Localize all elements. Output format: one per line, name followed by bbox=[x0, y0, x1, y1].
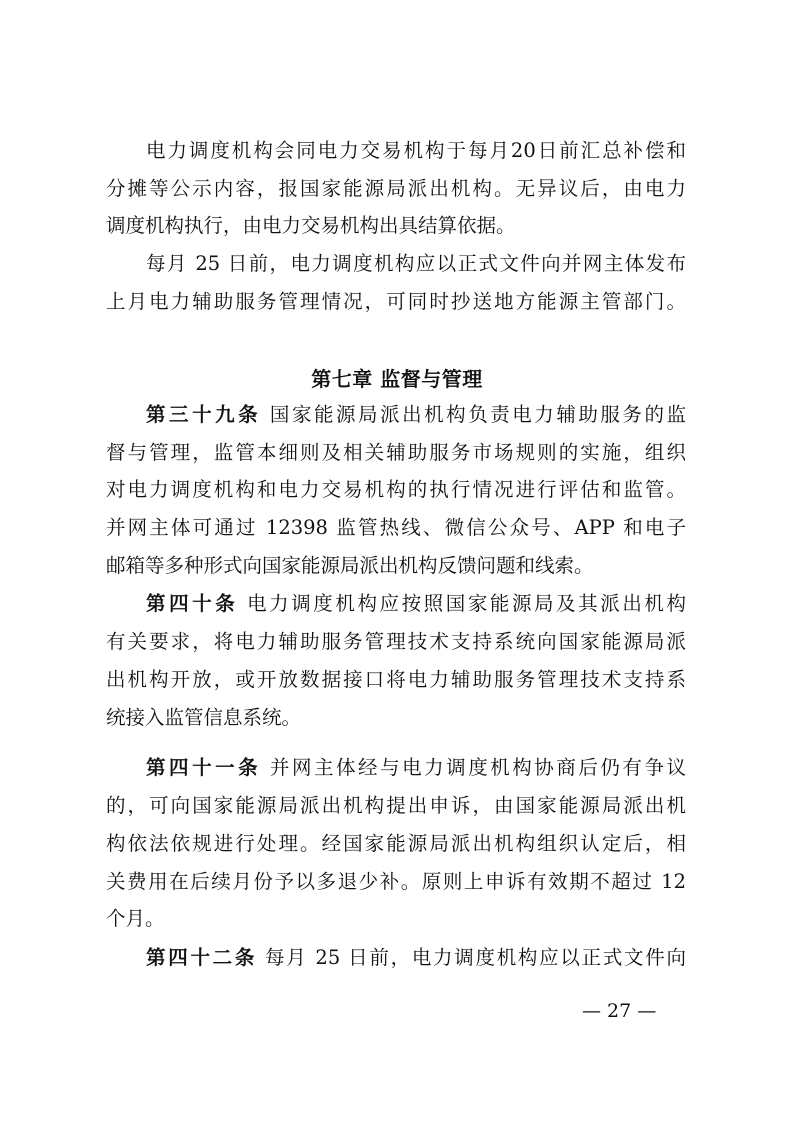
paragraph-line: 督与管理，监管本细则及相关辅助服务市场规则的实施，组织 bbox=[106, 441, 686, 464]
paragraph-line: 上月电力辅助服务管理情况，可同时抄送地方能源主管部门。 bbox=[106, 290, 686, 313]
paragraph-line: 并网主体可通过 12398 监管热线、微信公众号、APP 和电子 bbox=[106, 516, 686, 539]
paragraph-line: 统接入监管信息系统。 bbox=[106, 706, 302, 729]
paragraph-line: 构依法依规进行处理。经国家能源局派出机构组织认定后，相 bbox=[106, 832, 686, 855]
paragraph-line: 调度机构执行，由电力交易机构出具结算依据。 bbox=[106, 214, 516, 237]
paragraph-line: 电力调度机构会同电力交易机构于每月20日前汇总补偿和 bbox=[146, 139, 686, 162]
paragraph-line: 分摊等公示内容，报国家能源局派出机构。无异议后，由电力 bbox=[106, 177, 686, 200]
paragraph-line: 对电力调度机构和电力交易机构的执行情况进行评估和监管。 bbox=[106, 478, 686, 501]
article-42-text: 每月 25 日前，电力调度机构应以正式文件向 bbox=[265, 946, 686, 969]
article-39-text: 国家能源局派出机构负责电力辅助服务的监 bbox=[269, 403, 686, 426]
article-41-text: 并网主体经与电力调度机构协商后仍有争议 bbox=[269, 756, 686, 779]
page-number: — 27 — bbox=[582, 1000, 657, 1022]
paragraph-line: 个月。 bbox=[106, 907, 165, 930]
article-40-title: 第四十条 bbox=[146, 592, 239, 615]
article-41-title: 第四十一条 bbox=[146, 756, 262, 779]
article-42-line bbox=[146, 940, 686, 976]
paragraph-line: 的，可向国家能源局派出机构提出申诉，由国家能源局派出机 bbox=[106, 794, 686, 817]
article-41-line bbox=[146, 750, 686, 786]
article-40-text: 电力调度机构应按照国家能源局及其派出机构 bbox=[247, 592, 686, 615]
article-42-title: 第四十二条 bbox=[146, 946, 258, 969]
article-39-line bbox=[146, 397, 686, 433]
paragraph-line: 有关要求，将电力辅助服务管理技术支持系统向国家能源局派 bbox=[106, 630, 686, 653]
chapter-heading: 第七章 监督与管理 bbox=[311, 367, 483, 391]
paragraph-line: 关费用在后续月份予以多退少补。原则上申诉有效期不超过 12 bbox=[106, 870, 686, 893]
paragraph-line: 每月 25 日前，电力调度机构应以正式文件向并网主体发布 bbox=[146, 252, 686, 275]
article-40-line bbox=[146, 586, 686, 622]
paragraph-line: 出机构开放，或开放数据接口将电力辅助服务管理技术支持系 bbox=[106, 668, 686, 691]
paragraph-line: 邮箱等多种形式向国家能源局派出机构反馈问题和线索。 bbox=[106, 554, 594, 577]
article-39-title: 第三十九条 bbox=[146, 403, 262, 426]
